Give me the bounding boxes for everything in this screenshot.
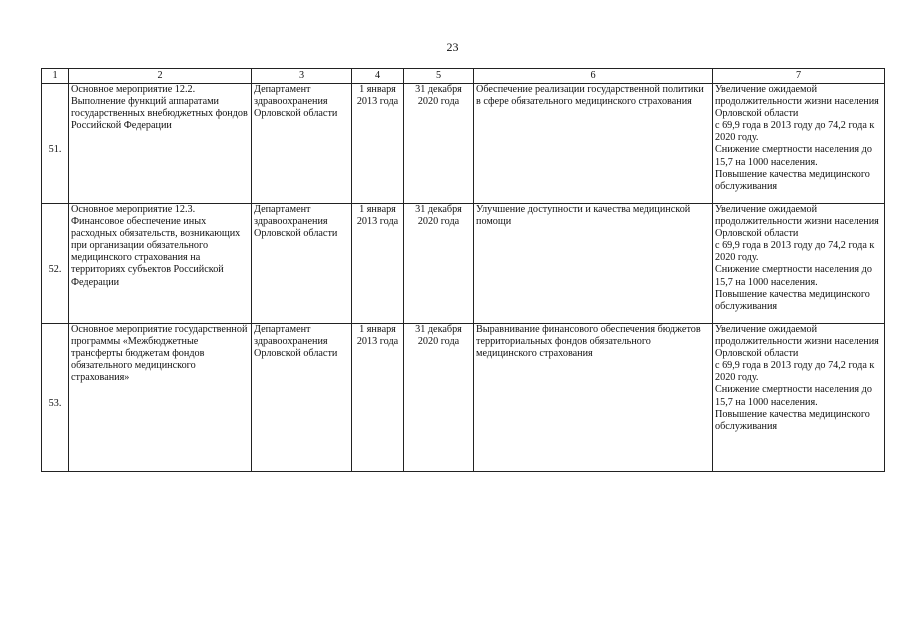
header-col-2: 2 bbox=[69, 69, 252, 84]
event-name: Основное мероприятие 12.2. Выполнение функций аппаратами государственных внебюджетных фондов Российской Федерации bbox=[69, 84, 252, 204]
table-row bbox=[42, 324, 885, 472]
header-col-6: 6 bbox=[474, 69, 713, 84]
row-number-text: 53. bbox=[48, 398, 62, 410]
start-date: 1 января 2013 года bbox=[352, 324, 404, 472]
indicators: Увеличение ожидаемой продолжительности жизни населения Орловской области с 69,9 года в 2013 году до 74,2 года к 2020 году. Снижение смертности населения до 15,7 на 1000 населения. Повышение качества медицинского обслуживания bbox=[713, 204, 885, 324]
expected-result: Выравнивание финансового обеспечения бюджетов территориальных фондов обязательного медицинского страхования bbox=[474, 324, 713, 472]
header-col-5: 5 bbox=[404, 69, 474, 84]
end-date: 31 декабря 2020 года bbox=[404, 204, 474, 324]
header-row bbox=[42, 69, 885, 84]
executor: Департамент здравоохранения Орловской области bbox=[252, 204, 352, 324]
start-date: 1 января 2013 года bbox=[352, 84, 404, 204]
header-col-3: 3 bbox=[252, 69, 352, 84]
row-number bbox=[42, 84, 69, 204]
event-name: Основное мероприятие государственной программы «Межбюджетные трансферты бюджетам фондов обязательного медицинского страхования» bbox=[69, 324, 252, 472]
indicators: Увеличение ожидаемой продолжительности жизни населения Орловской области с 69,9 года в 2013 году до 74,2 года к 2020 году. Снижение смертности населения до 15,7 на 1000 населения. Повышение качества медицинского обслуживания bbox=[713, 84, 885, 204]
table-row bbox=[42, 204, 885, 324]
event-name: Основное мероприятие 12.3. Финансовое обеспечение иных расходных обязательств, возникающих при организации обязательного медицинского страхования на территориях субъектов Российской Федерации bbox=[69, 204, 252, 324]
header-col-1: 1 bbox=[42, 69, 69, 84]
indicators: Увеличение ожидаемой продолжительности жизни населения Орловской области с 69,9 года в 2013 году до 74,2 года к 2020 году. Снижение смертности населения до 15,7 на 1000 населения. Повышение качества медицинского обслуживания bbox=[713, 324, 885, 472]
row-number-text: 51. bbox=[48, 144, 62, 156]
end-date: 31 декабря 2020 года bbox=[404, 324, 474, 472]
row-number bbox=[42, 324, 69, 472]
expected-result: Улучшение доступности и качества медицинской помощи bbox=[474, 204, 713, 324]
header-col-4: 4 bbox=[352, 69, 404, 84]
executor: Департамент здравоохранения Орловской области bbox=[252, 324, 352, 472]
executor: Департамент здравоохранения Орловской области bbox=[252, 84, 352, 204]
table-row bbox=[42, 84, 885, 204]
row-number-text: 52. bbox=[48, 264, 62, 276]
expected-result: Обеспечение реализации государственной политики в сфере обязательного медицинского страхования bbox=[474, 84, 713, 204]
program-events-table bbox=[41, 68, 885, 472]
header-col-7: 7 bbox=[713, 69, 885, 84]
start-date: 1 января 2013 года bbox=[352, 204, 404, 324]
row-number bbox=[42, 204, 69, 324]
page-number: 23 bbox=[446, 40, 459, 54]
end-date: 31 декабря 2020 года bbox=[404, 84, 474, 204]
